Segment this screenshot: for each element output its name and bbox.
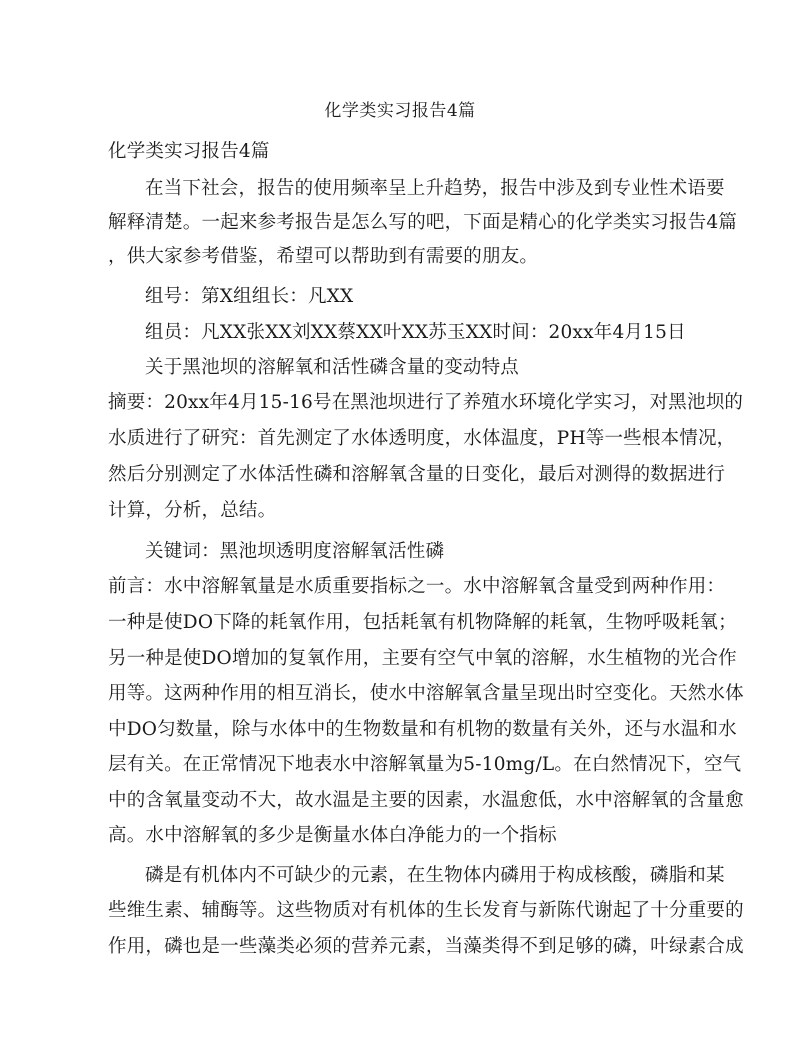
- group-number-line: 组号：第X组组长：凡XX: [145, 286, 354, 307]
- paragraph-line: ，供大家参考借鉴，希望可以帮助到有需要的朋友。: [108, 246, 539, 267]
- phosphorus-line: 些维生素、辅酶等。这些物质对有机体的生长发育与新陈代谢起了十分重要的: [108, 900, 744, 921]
- abstract-line: 计算，分析，总结。: [108, 500, 277, 521]
- members-line: 组员：凡XX张XX刘XX蔡XX叶XX苏玉XX时间：20xx年4月15日: [145, 322, 686, 343]
- document-title: 化学类实习报告4篇: [324, 101, 476, 121]
- abstract-line: 摘要：20xx年4月15-16号在黑池坝进行了养殖水环境化学实习，对黑池坝的: [108, 392, 744, 413]
- paragraph-line: 解释清楚。一起来参考报告是怎么写的吧，下面是精心的化学类实习报告4篇: [108, 212, 738, 233]
- keywords-line: 关键词：黑池坝透明度溶解氧活性磷: [145, 541, 445, 562]
- report-subtitle: 关于黑池坝的溶解氧和活性磷含量的变动特点: [145, 357, 520, 378]
- section-heading: 化学类实习报告4篇: [108, 141, 270, 162]
- preface-line: 前言：水中溶解氧量是水质重要指标之一。水中溶解氧含量受到两种作用：: [108, 576, 726, 597]
- preface-line: 另一种是使DO增加的复氧作用，主要有空气中氧的溶解，水生植物的光合作: [108, 648, 737, 669]
- preface-line: 层有关。在正常情况下地表水中溶解氧量为5-10mg/L。在白然情况下，空气: [108, 754, 742, 775]
- preface-line: 中的含氧量变动不大，故水温是主要的因素，水温愈低，水中溶解氧的含量愈: [108, 790, 744, 811]
- preface-line: 高。水中溶解氧的多少是衡量水体白净能力的一个指标: [108, 825, 557, 846]
- preface-line: 用等。这两种作用的相互消长，使水中溶解氧含量呈现出时空变化。天然水体: [108, 683, 744, 704]
- abstract-line: 然后分别测定了水体活性磷和溶解氧含量的日变化，最后对测得的数据进行: [108, 464, 726, 485]
- paragraph-line: 在当下社会，报告的使用频率呈上升趋势，报告中涉及到专业性术语要: [145, 178, 725, 199]
- preface-line: 一种是使DO下降的耗氧作用，包括耗氧有机物降解的耗氧，生物呼吸耗氧；: [108, 612, 737, 633]
- phosphorus-line: 磷是有机体内不可缺少的元素，在生物体内磷用于构成核酸，磷脂和某: [145, 865, 725, 886]
- abstract-line: 水质进行了研究：首先测定了水体透明度，水体温度，PH等一些根本情况，: [108, 428, 736, 449]
- preface-line: 中DO匀数量，除与水体中的生物数量和有机物的数量有关外，还与水温和水: [108, 719, 737, 740]
- phosphorus-line: 作用，磷也是一些藻类必须的营养元素，当藻类得不到足够的磷，叶绿素合成: [108, 936, 744, 957]
